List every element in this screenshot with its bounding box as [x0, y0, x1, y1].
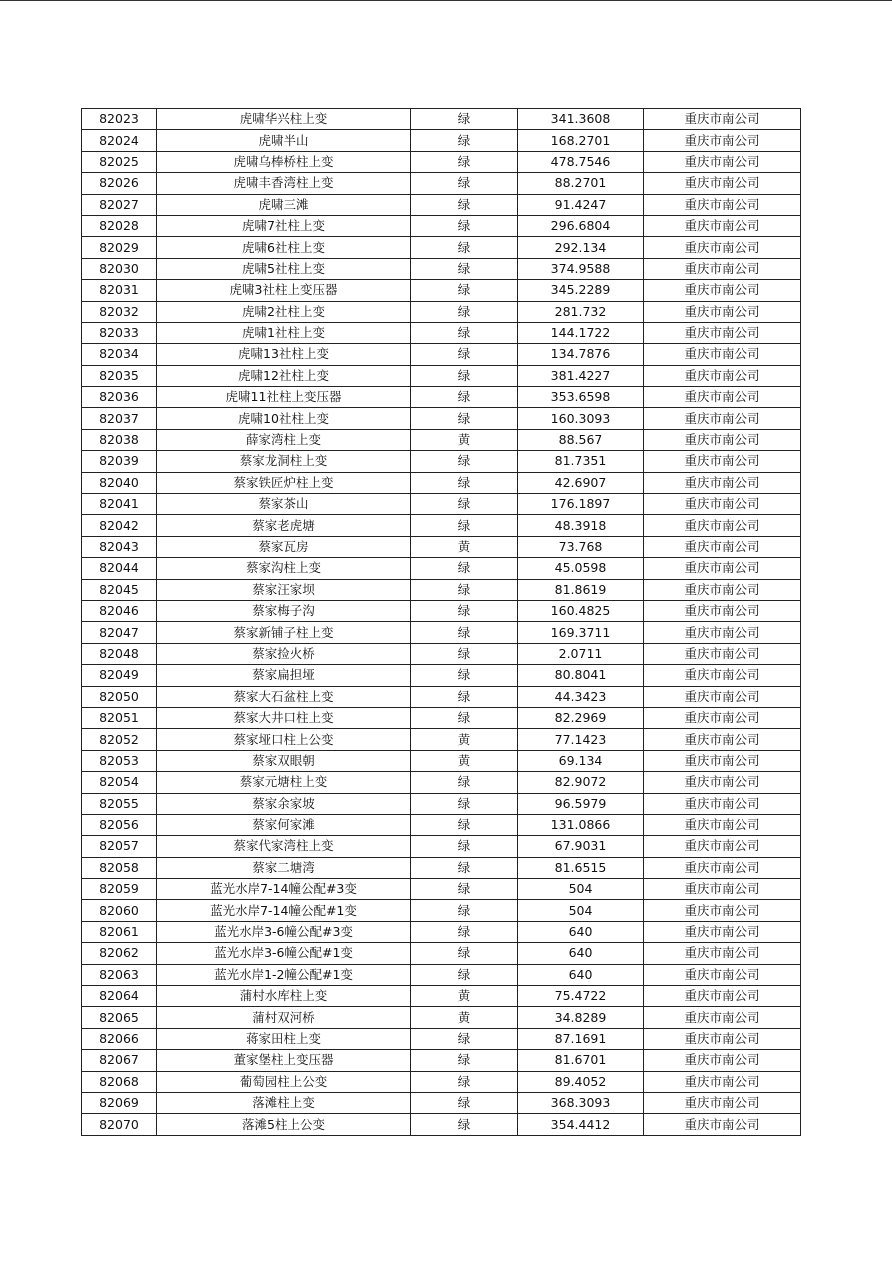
- status-cell: 绿: [411, 387, 518, 408]
- company-cell: 重庆市南公司: [644, 558, 801, 579]
- table-row: [82, 301, 801, 322]
- value-cell: 281.732: [518, 301, 644, 322]
- company-cell: 重庆市南公司: [644, 729, 801, 750]
- name-cell: 虎啸三滩: [157, 194, 411, 215]
- table-row: [82, 1071, 801, 1092]
- name-cell: 虎啸乌棒桥柱上变: [157, 151, 411, 172]
- table-row: [82, 1092, 801, 1113]
- status-cell: 绿: [411, 408, 518, 429]
- id-cell: 82035: [82, 365, 157, 386]
- company-cell: 重庆市南公司: [644, 494, 801, 515]
- id-cell: 82039: [82, 451, 157, 472]
- value-cell: 42.6907: [518, 472, 644, 493]
- company-cell: 重庆市南公司: [644, 387, 801, 408]
- table-row: [82, 258, 801, 279]
- table-row: [82, 643, 801, 664]
- id-cell: 82037: [82, 408, 157, 429]
- status-cell: 绿: [411, 857, 518, 878]
- id-cell: 82045: [82, 579, 157, 600]
- id-cell: 82053: [82, 750, 157, 771]
- table-row: [82, 344, 801, 365]
- status-cell: 绿: [411, 1092, 518, 1113]
- table-row: [82, 857, 801, 878]
- name-cell: 蒲村双河桥: [157, 1007, 411, 1028]
- company-cell: 重庆市南公司: [644, 814, 801, 835]
- company-cell: 重庆市南公司: [644, 173, 801, 194]
- id-cell: 82057: [82, 836, 157, 857]
- table-row: [82, 173, 801, 194]
- id-cell: 82068: [82, 1071, 157, 1092]
- status-cell: 绿: [411, 1050, 518, 1071]
- status-cell: 黄: [411, 986, 518, 1007]
- table-row: [82, 814, 801, 835]
- value-cell: 368.3093: [518, 1092, 644, 1113]
- status-cell: 绿: [411, 836, 518, 857]
- name-cell: 蔡家龙洞柱上变: [157, 451, 411, 472]
- value-cell: 640: [518, 964, 644, 985]
- status-cell: 绿: [411, 921, 518, 942]
- table-row: [82, 600, 801, 621]
- status-cell: 绿: [411, 451, 518, 472]
- table-row: [82, 793, 801, 814]
- company-cell: 重庆市南公司: [644, 857, 801, 878]
- name-cell: 蔡家茶山: [157, 494, 411, 515]
- name-cell: 虎啸1社柱上变: [157, 322, 411, 343]
- name-cell: 蔡家元塘柱上变: [157, 772, 411, 793]
- company-cell: 重庆市南公司: [644, 536, 801, 557]
- value-cell: 88.567: [518, 429, 644, 450]
- table-row: [82, 536, 801, 557]
- name-cell: 蓝光水岸3-6幢公配#3变: [157, 921, 411, 942]
- name-cell: 落滩柱上变: [157, 1092, 411, 1113]
- company-cell: 重庆市南公司: [644, 322, 801, 343]
- value-cell: 134.7876: [518, 344, 644, 365]
- name-cell: 虎啸丰香湾柱上变: [157, 173, 411, 194]
- value-cell: 96.5979: [518, 793, 644, 814]
- status-cell: 绿: [411, 686, 518, 707]
- table-row: [82, 729, 801, 750]
- id-cell: 82034: [82, 344, 157, 365]
- company-cell: 重庆市南公司: [644, 1071, 801, 1092]
- id-cell: 82040: [82, 472, 157, 493]
- value-cell: 131.0866: [518, 814, 644, 835]
- status-cell: 绿: [411, 280, 518, 301]
- name-cell: 蓝光水岸7-14幢公配#1变: [157, 900, 411, 921]
- table-row: [82, 429, 801, 450]
- value-cell: 80.8041: [518, 665, 644, 686]
- id-cell: 82029: [82, 237, 157, 258]
- status-cell: 黄: [411, 536, 518, 557]
- value-cell: 81.7351: [518, 451, 644, 472]
- id-cell: 82032: [82, 301, 157, 322]
- id-cell: 82052: [82, 729, 157, 750]
- transformer-table: [81, 108, 801, 1136]
- value-cell: 34.8289: [518, 1007, 644, 1028]
- status-cell: 绿: [411, 301, 518, 322]
- value-cell: 341.3608: [518, 109, 644, 130]
- id-cell: 82028: [82, 215, 157, 236]
- value-cell: 73.768: [518, 536, 644, 557]
- status-cell: 黄: [411, 429, 518, 450]
- company-cell: 重庆市南公司: [644, 109, 801, 130]
- company-cell: 重庆市南公司: [644, 280, 801, 301]
- status-cell: 绿: [411, 322, 518, 343]
- value-cell: 640: [518, 921, 644, 942]
- company-cell: 重庆市南公司: [644, 1028, 801, 1049]
- name-cell: 蓝光水岸7-14幢公配#3变: [157, 879, 411, 900]
- name-cell: 虎啸2社柱上变: [157, 301, 411, 322]
- status-cell: 绿: [411, 494, 518, 515]
- id-cell: 82047: [82, 622, 157, 643]
- table-row: [82, 750, 801, 771]
- id-cell: 82033: [82, 322, 157, 343]
- value-cell: 640: [518, 943, 644, 964]
- company-cell: 重庆市南公司: [644, 686, 801, 707]
- id-cell: 82056: [82, 814, 157, 835]
- company-cell: 重庆市南公司: [644, 472, 801, 493]
- id-cell: 82061: [82, 921, 157, 942]
- table-row: [82, 130, 801, 151]
- value-cell: 374.9588: [518, 258, 644, 279]
- value-cell: 381.4227: [518, 365, 644, 386]
- value-cell: 44.3423: [518, 686, 644, 707]
- company-cell: 重庆市南公司: [644, 408, 801, 429]
- table-row: [82, 387, 801, 408]
- company-cell: 重庆市南公司: [644, 429, 801, 450]
- id-cell: 82038: [82, 429, 157, 450]
- id-cell: 82063: [82, 964, 157, 985]
- status-cell: 绿: [411, 151, 518, 172]
- company-cell: 重庆市南公司: [644, 879, 801, 900]
- status-cell: 绿: [411, 237, 518, 258]
- name-cell: 蔡家捡火桥: [157, 643, 411, 664]
- name-cell: 虎啸12社柱上变: [157, 365, 411, 386]
- name-cell: 葡萄园柱上公变: [157, 1071, 411, 1092]
- name-cell: 蒲村水库柱上变: [157, 986, 411, 1007]
- company-cell: 重庆市南公司: [644, 921, 801, 942]
- table-row: [82, 1050, 801, 1071]
- id-cell: 82050: [82, 686, 157, 707]
- company-cell: 重庆市南公司: [644, 1114, 801, 1135]
- id-cell: 82059: [82, 879, 157, 900]
- name-cell: 蓝光水岸1-2幢公配#1变: [157, 964, 411, 985]
- company-cell: 重庆市南公司: [644, 836, 801, 857]
- value-cell: 353.6598: [518, 387, 644, 408]
- name-cell: 虎啸半山: [157, 130, 411, 151]
- status-cell: 绿: [411, 814, 518, 835]
- id-cell: 82042: [82, 515, 157, 536]
- company-cell: 重庆市南公司: [644, 301, 801, 322]
- status-cell: 绿: [411, 130, 518, 151]
- status-cell: 绿: [411, 964, 518, 985]
- value-cell: 160.4825: [518, 600, 644, 621]
- value-cell: 296.6804: [518, 215, 644, 236]
- table-row: [82, 1114, 801, 1135]
- company-cell: 重庆市南公司: [644, 515, 801, 536]
- table-row: [82, 558, 801, 579]
- id-cell: 82062: [82, 943, 157, 964]
- value-cell: 292.134: [518, 237, 644, 258]
- id-cell: 82025: [82, 151, 157, 172]
- status-cell: 绿: [411, 579, 518, 600]
- table-row: [82, 665, 801, 686]
- status-cell: 绿: [411, 109, 518, 130]
- name-cell: 蔡家汪家坝: [157, 579, 411, 600]
- name-cell: 蔡家二塘湾: [157, 857, 411, 878]
- table-row: [82, 686, 801, 707]
- id-cell: 82031: [82, 280, 157, 301]
- company-cell: 重庆市南公司: [644, 451, 801, 472]
- name-cell: 虎啸11社柱上变压器: [157, 387, 411, 408]
- company-cell: 重庆市南公司: [644, 1007, 801, 1028]
- company-cell: 重庆市南公司: [644, 772, 801, 793]
- status-cell: 绿: [411, 258, 518, 279]
- company-cell: 重庆市南公司: [644, 344, 801, 365]
- table-row: [82, 707, 801, 728]
- name-cell: 蓝光水岸3-6幢公配#1变: [157, 943, 411, 964]
- value-cell: 82.9072: [518, 772, 644, 793]
- name-cell: 虎啸7社柱上变: [157, 215, 411, 236]
- id-cell: 82043: [82, 536, 157, 557]
- name-cell: 蒋家田柱上变: [157, 1028, 411, 1049]
- company-cell: 重庆市南公司: [644, 900, 801, 921]
- company-cell: 重庆市南公司: [644, 943, 801, 964]
- table-row: [82, 900, 801, 921]
- table-row: [82, 986, 801, 1007]
- name-cell: 蔡家余家坡: [157, 793, 411, 814]
- value-cell: 48.3918: [518, 515, 644, 536]
- value-cell: 176.1897: [518, 494, 644, 515]
- id-cell: 82049: [82, 665, 157, 686]
- id-cell: 82023: [82, 109, 157, 130]
- id-cell: 82067: [82, 1050, 157, 1071]
- status-cell: 绿: [411, 900, 518, 921]
- table-row: [82, 408, 801, 429]
- table-row: [82, 879, 801, 900]
- name-cell: 蔡家瓦房: [157, 536, 411, 557]
- id-cell: 82046: [82, 600, 157, 621]
- value-cell: 67.9031: [518, 836, 644, 857]
- company-cell: 重庆市南公司: [644, 151, 801, 172]
- status-cell: 绿: [411, 643, 518, 664]
- id-cell: 82024: [82, 130, 157, 151]
- value-cell: 82.2969: [518, 707, 644, 728]
- company-cell: 重庆市南公司: [644, 130, 801, 151]
- id-cell: 82051: [82, 707, 157, 728]
- id-cell: 82027: [82, 194, 157, 215]
- id-cell: 82036: [82, 387, 157, 408]
- status-cell: 绿: [411, 1028, 518, 1049]
- company-cell: 重庆市南公司: [644, 622, 801, 643]
- status-cell: 绿: [411, 344, 518, 365]
- status-cell: 绿: [411, 879, 518, 900]
- table-row: [82, 280, 801, 301]
- status-cell: 绿: [411, 558, 518, 579]
- id-cell: 82044: [82, 558, 157, 579]
- value-cell: 345.2289: [518, 280, 644, 301]
- page-top-border: [0, 0, 892, 1]
- id-cell: 82058: [82, 857, 157, 878]
- value-cell: 75.4722: [518, 986, 644, 1007]
- value-cell: 88.2701: [518, 173, 644, 194]
- name-cell: 薛家湾柱上变: [157, 429, 411, 450]
- table-row: [82, 365, 801, 386]
- name-cell: 蔡家垭口柱上公变: [157, 729, 411, 750]
- status-cell: 黄: [411, 729, 518, 750]
- name-cell: 蔡家梅子沟: [157, 600, 411, 621]
- status-cell: 绿: [411, 707, 518, 728]
- company-cell: 重庆市南公司: [644, 237, 801, 258]
- name-cell: 蔡家老虎塘: [157, 515, 411, 536]
- name-cell: 虎啸13社柱上变: [157, 344, 411, 365]
- company-cell: 重庆市南公司: [644, 1050, 801, 1071]
- table-row: [82, 1007, 801, 1028]
- table-row: [82, 109, 801, 130]
- value-cell: 77.1423: [518, 729, 644, 750]
- table-row: [82, 515, 801, 536]
- id-cell: 82060: [82, 900, 157, 921]
- table-body: [82, 109, 801, 1136]
- status-cell: 黄: [411, 750, 518, 771]
- company-cell: 重庆市南公司: [644, 258, 801, 279]
- name-cell: 虎啸华兴柱上变: [157, 109, 411, 130]
- table-row: [82, 151, 801, 172]
- name-cell: 蔡家铁匠炉柱上变: [157, 472, 411, 493]
- value-cell: 87.1691: [518, 1028, 644, 1049]
- company-cell: 重庆市南公司: [644, 986, 801, 1007]
- value-cell: 69.134: [518, 750, 644, 771]
- id-cell: 82070: [82, 1114, 157, 1135]
- status-cell: 绿: [411, 1071, 518, 1092]
- value-cell: 81.8619: [518, 579, 644, 600]
- id-cell: 82026: [82, 173, 157, 194]
- value-cell: 81.6515: [518, 857, 644, 878]
- table-row: [82, 579, 801, 600]
- value-cell: 144.1722: [518, 322, 644, 343]
- company-cell: 重庆市南公司: [644, 215, 801, 236]
- value-cell: 169.3711: [518, 622, 644, 643]
- id-cell: 82066: [82, 1028, 157, 1049]
- company-cell: 重庆市南公司: [644, 793, 801, 814]
- value-cell: 89.4052: [518, 1071, 644, 1092]
- id-cell: 82030: [82, 258, 157, 279]
- name-cell: 董家堡柱上变压器: [157, 1050, 411, 1071]
- table-row: [82, 472, 801, 493]
- value-cell: 91.4247: [518, 194, 644, 215]
- name-cell: 蔡家新铺子柱上变: [157, 622, 411, 643]
- table-row: [82, 494, 801, 515]
- value-cell: 504: [518, 879, 644, 900]
- status-cell: 绿: [411, 772, 518, 793]
- company-cell: 重庆市南公司: [644, 750, 801, 771]
- id-cell: 82054: [82, 772, 157, 793]
- id-cell: 82041: [82, 494, 157, 515]
- name-cell: 蔡家扁担垭: [157, 665, 411, 686]
- status-cell: 绿: [411, 365, 518, 386]
- table-row: [82, 237, 801, 258]
- value-cell: 504: [518, 900, 644, 921]
- id-cell: 82055: [82, 793, 157, 814]
- table-row: [82, 322, 801, 343]
- status-cell: 绿: [411, 194, 518, 215]
- table-row: [82, 943, 801, 964]
- status-cell: 绿: [411, 793, 518, 814]
- table-row: [82, 921, 801, 942]
- status-cell: 绿: [411, 1114, 518, 1135]
- table-row: [82, 215, 801, 236]
- table-row: [82, 1028, 801, 1049]
- name-cell: 蔡家双眼朝: [157, 750, 411, 771]
- table-row: [82, 836, 801, 857]
- company-cell: 重庆市南公司: [644, 707, 801, 728]
- status-cell: 绿: [411, 215, 518, 236]
- id-cell: 82064: [82, 986, 157, 1007]
- id-cell: 82069: [82, 1092, 157, 1113]
- name-cell: 蔡家何家滩: [157, 814, 411, 835]
- name-cell: 蔡家大石盆柱上变: [157, 686, 411, 707]
- value-cell: 478.7546: [518, 151, 644, 172]
- status-cell: 绿: [411, 515, 518, 536]
- company-cell: 重庆市南公司: [644, 600, 801, 621]
- value-cell: 45.0598: [518, 558, 644, 579]
- name-cell: 蔡家沟柱上变: [157, 558, 411, 579]
- name-cell: 落滩5柱上公变: [157, 1114, 411, 1135]
- id-cell: 82048: [82, 643, 157, 664]
- company-cell: 重庆市南公司: [644, 579, 801, 600]
- company-cell: 重庆市南公司: [644, 665, 801, 686]
- value-cell: 160.3093: [518, 408, 644, 429]
- status-cell: 绿: [411, 943, 518, 964]
- value-cell: 2.0711: [518, 643, 644, 664]
- name-cell: 虎啸5社柱上变: [157, 258, 411, 279]
- value-cell: 81.6701: [518, 1050, 644, 1071]
- table-row: [82, 622, 801, 643]
- table-row: [82, 451, 801, 472]
- status-cell: 黄: [411, 1007, 518, 1028]
- name-cell: 虎啸3社柱上变压器: [157, 280, 411, 301]
- status-cell: 绿: [411, 173, 518, 194]
- company-cell: 重庆市南公司: [644, 964, 801, 985]
- table-row: [82, 194, 801, 215]
- table-row: [82, 964, 801, 985]
- company-cell: 重庆市南公司: [644, 643, 801, 664]
- company-cell: 重庆市南公司: [644, 1092, 801, 1113]
- status-cell: 绿: [411, 472, 518, 493]
- value-cell: 168.2701: [518, 130, 644, 151]
- company-cell: 重庆市南公司: [644, 365, 801, 386]
- value-cell: 354.4412: [518, 1114, 644, 1135]
- name-cell: 虎啸6社柱上变: [157, 237, 411, 258]
- status-cell: 绿: [411, 622, 518, 643]
- name-cell: 虎啸10社柱上变: [157, 408, 411, 429]
- id-cell: 82065: [82, 1007, 157, 1028]
- name-cell: 蔡家大井口柱上变: [157, 707, 411, 728]
- name-cell: 蔡家代家湾柱上变: [157, 836, 411, 857]
- status-cell: 绿: [411, 600, 518, 621]
- table-row: [82, 772, 801, 793]
- company-cell: 重庆市南公司: [644, 194, 801, 215]
- status-cell: 绿: [411, 665, 518, 686]
